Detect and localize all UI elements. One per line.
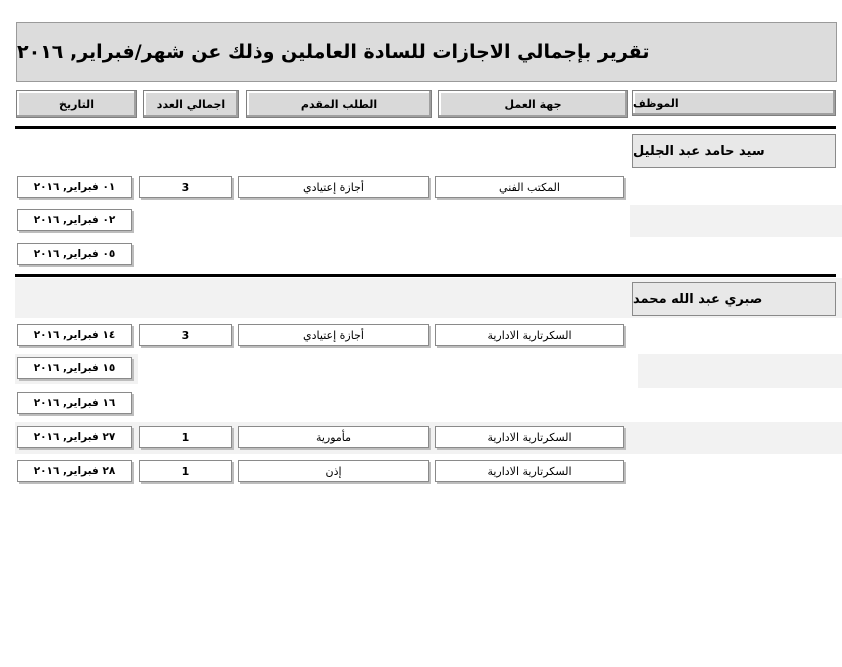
row-band <box>630 205 842 237</box>
cell-department: المكتب الفني <box>435 176 624 198</box>
cell-total: 3 <box>139 324 232 346</box>
cell-department: السكرتارية الادارية <box>435 460 624 482</box>
row-band-white <box>134 205 630 237</box>
header-date: التاريخ <box>16 90 137 118</box>
header-department: جهة العمل <box>438 90 628 118</box>
cell-date: ١٥ فبراير, ٢٠١٦ <box>17 357 132 379</box>
header-employee: الموظف <box>632 90 836 116</box>
cell-date: ٢٨ فبراير, ٢٠١٦ <box>17 460 132 482</box>
cell-department: السكرتارية الادارية <box>435 426 624 448</box>
cell-date: ٢٧ فبراير, ٢٠١٦ <box>17 426 132 448</box>
cell-date: ٠٥ فبراير, ٢٠١٦ <box>17 243 132 265</box>
cell-department: السكرتارية الادارية <box>435 324 624 346</box>
cell-total: 1 <box>139 426 232 448</box>
cell-total: 3 <box>139 176 232 198</box>
cell-request: إذن <box>238 460 429 482</box>
header-total: اجمالي العدد <box>143 90 239 118</box>
cell-total: 1 <box>139 460 232 482</box>
cell-date: ١٦ فبراير, ٢٠١٦ <box>17 392 132 414</box>
row-band <box>638 354 842 388</box>
header-request: الطلب المقدم <box>246 90 432 118</box>
section-divider <box>15 126 836 129</box>
cell-date: ١٤ فبراير, ٢٠١٦ <box>17 324 132 346</box>
cell-date: ٠٢ فبراير, ٢٠١٦ <box>17 209 132 231</box>
employee-name: سيد حامد عبد الجليل <box>632 134 836 168</box>
cell-request: أجازة إعتيادي <box>238 324 429 346</box>
cell-request: أجازة إعتيادي <box>238 176 429 198</box>
employee-name: صبري عبد الله محمد <box>632 282 836 316</box>
report-title: تقرير بإجمالي الاجازات للسادة العاملين وذلك عن شهر/فبراير, ٢٠١٦ <box>17 41 650 63</box>
section-divider <box>15 274 836 277</box>
report-title-box <box>16 22 837 82</box>
cell-request: مأمورية <box>238 426 429 448</box>
cell-date: ٠١ فبراير, ٢٠١٦ <box>17 176 132 198</box>
